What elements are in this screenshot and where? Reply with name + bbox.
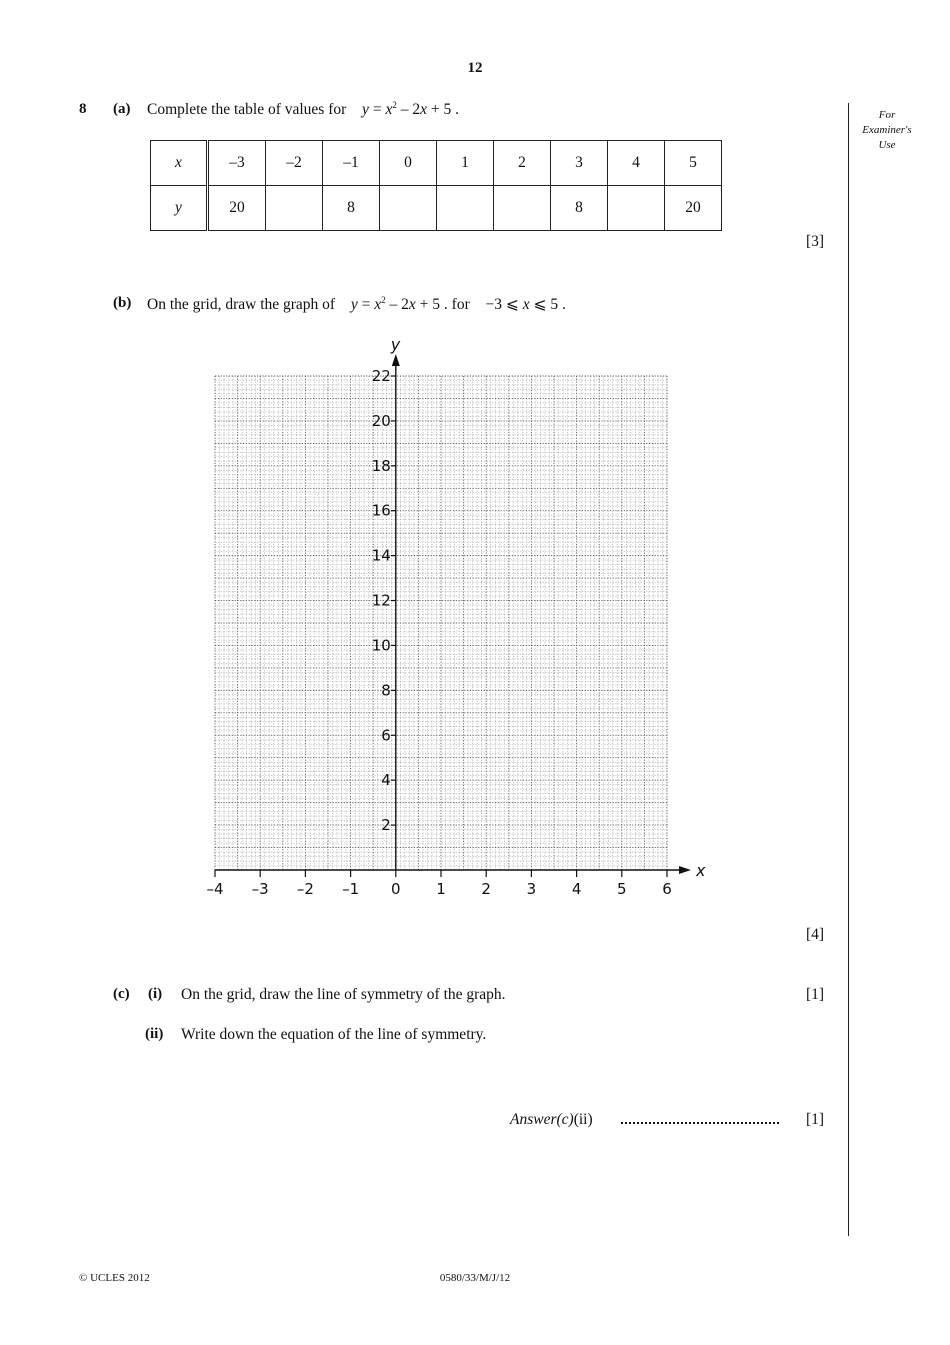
part-c-ii-label: (ii) xyxy=(145,1026,164,1042)
question-number: 8 xyxy=(79,101,87,117)
y-tick-label: 18 xyxy=(371,456,391,475)
y-cell[interactable] xyxy=(437,186,494,231)
x-cell: 5 xyxy=(665,141,722,186)
values-table xyxy=(150,140,722,231)
x-tick-label: 4 xyxy=(571,880,582,898)
x-cell: 4 xyxy=(608,141,665,186)
x-tick-label: 1 xyxy=(436,880,446,898)
footer-copyright: © UCLES 2012 xyxy=(79,1272,150,1284)
x-axis-label: x xyxy=(696,861,706,880)
y-axis-arrow xyxy=(392,354,400,366)
x-row xyxy=(151,141,722,186)
y-cell[interactable]: 20 xyxy=(208,186,266,231)
footer-paper-code: 0580/33/M/J/12 xyxy=(439,1272,511,1284)
y-cell[interactable] xyxy=(266,186,323,231)
x-cell: 0 xyxy=(380,141,437,186)
y-cell[interactable] xyxy=(608,186,665,231)
part-c-ii-mark: [1] xyxy=(806,1111,825,1128)
answer-c-ii-line[interactable] xyxy=(621,1122,779,1124)
x-header: x xyxy=(151,141,208,186)
x-tick-label: 5 xyxy=(617,880,627,898)
part-b-mark: [4] xyxy=(806,926,825,943)
y-header: y xyxy=(151,186,208,231)
y-tick-label: 20 xyxy=(371,411,391,430)
x-cell: –1 xyxy=(323,141,380,186)
x-cell: 3 xyxy=(551,141,608,186)
part-a-label: (a) xyxy=(113,101,131,117)
x-tick-label: 3 xyxy=(526,880,537,898)
y-cell[interactable]: 8 xyxy=(551,186,608,231)
y-tick-label: 10 xyxy=(371,636,391,655)
part-a-equation: $y = x^2 - 2x + 5$ . xyxy=(362,100,459,118)
y-cell[interactable] xyxy=(380,186,437,231)
part-c-i-text: On the grid, draw the line of symmetry of the graph. xyxy=(181,986,506,1003)
part-b-label: (b) xyxy=(113,295,132,311)
x-tick-label: 2 xyxy=(481,880,491,898)
x-cell: 1 xyxy=(437,141,494,186)
part-b-range: −3 ⩽ x ⩽ 5 . xyxy=(485,296,566,313)
part-b-for: for xyxy=(451,296,470,313)
x-cell: –2 xyxy=(266,141,323,186)
y-tick-label: 8 xyxy=(381,681,391,700)
part-c-label: (c) xyxy=(113,986,130,1002)
y-tick-label: 6 xyxy=(381,726,391,745)
y-cell[interactable]: 8 xyxy=(323,186,380,231)
x-cell: 2 xyxy=(494,141,551,186)
y-tick-label: 2 xyxy=(381,816,391,835)
y-tick-label: 16 xyxy=(371,501,391,520)
part-a-mark: [3] xyxy=(806,233,825,250)
part-b-equation: $y = x^2 - 2x + 5$ . xyxy=(350,295,448,313)
x-tick-label: –4 xyxy=(206,880,224,898)
x-tick-label: –3 xyxy=(251,880,269,898)
y-tick-label: 14 xyxy=(371,546,391,565)
answer-c-ii-label: Answer(c)(ii) xyxy=(510,1111,593,1128)
y-cell[interactable] xyxy=(494,186,551,231)
y-cell[interactable]: 20 xyxy=(665,186,722,231)
part-b-instruction xyxy=(147,295,566,314)
page-number: 12 xyxy=(467,60,483,76)
part-c-i-mark: [1] xyxy=(806,986,825,1003)
x-tick-label: 6 xyxy=(662,880,672,898)
x-tick-label: –2 xyxy=(296,880,314,898)
x-axis-arrow xyxy=(679,866,691,874)
y-tick-label: 4 xyxy=(381,771,391,790)
x-tick-label: –1 xyxy=(342,880,360,898)
y-tick-label: 12 xyxy=(371,591,391,610)
y-axis-label: y xyxy=(390,335,401,354)
x-tick-label: 0 xyxy=(391,880,401,898)
graph-grid[interactable] xyxy=(195,330,715,905)
part-c-i-label: (i) xyxy=(148,986,163,1002)
part-a-text: Complete the table of values for xyxy=(147,101,347,118)
part-b-text: On the grid, draw the graph of xyxy=(147,296,336,313)
part-a-instruction xyxy=(147,101,459,119)
y-row xyxy=(151,186,722,231)
examiner-use-label: For Examiner's Use xyxy=(862,109,912,151)
examiner-column-rule xyxy=(848,103,849,1236)
x-cell: –3 xyxy=(208,141,266,186)
y-tick-label: 22 xyxy=(371,367,391,385)
part-c-ii-text: Write down the equation of the line of symmetry. xyxy=(181,1026,487,1043)
